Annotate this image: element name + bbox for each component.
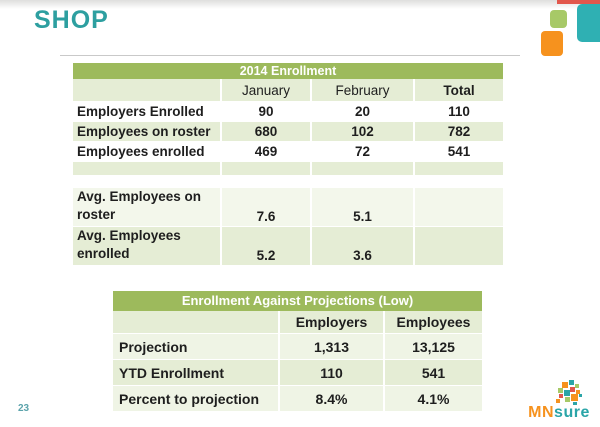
row-label: Percent to projection bbox=[113, 386, 280, 412]
column-header bbox=[73, 79, 222, 102]
table-row bbox=[113, 334, 482, 360]
column-header: February bbox=[312, 79, 415, 102]
cell-value bbox=[415, 227, 503, 266]
cell-value: 90 bbox=[222, 102, 312, 122]
table-row bbox=[73, 188, 503, 227]
table-row bbox=[73, 142, 503, 162]
row-label: Avg. Employees enrolled bbox=[73, 227, 222, 266]
table-row bbox=[113, 360, 482, 386]
cell-value: 20 bbox=[312, 102, 415, 122]
logo-text-sure: sure bbox=[554, 404, 590, 421]
cell-value: 110 bbox=[415, 102, 503, 122]
spacer-row bbox=[73, 162, 503, 176]
projections-table-grid bbox=[113, 311, 482, 412]
row-label: YTD Enrollment bbox=[113, 360, 280, 386]
column-header: January bbox=[222, 79, 312, 102]
deco-orange-square bbox=[541, 31, 563, 56]
cell-value: 469 bbox=[222, 142, 312, 162]
cell-value: 5.2 bbox=[222, 227, 312, 266]
cell-value bbox=[415, 188, 503, 227]
cell-value: 4.1% bbox=[385, 386, 482, 412]
enrollment-table-grid bbox=[73, 79, 503, 266]
enrollment-table-title: 2014 Enrollment bbox=[73, 63, 503, 79]
cell-value: 8.4% bbox=[280, 386, 385, 412]
cell-value: 13,125 bbox=[385, 334, 482, 360]
cell-value: 541 bbox=[415, 142, 503, 162]
deco-teal-square bbox=[577, 4, 600, 42]
mnsure-logo bbox=[520, 380, 598, 420]
column-header: Employers bbox=[280, 311, 385, 334]
deco-green-square bbox=[550, 10, 567, 28]
table-row bbox=[113, 386, 482, 412]
page-number: 23 bbox=[18, 403, 30, 414]
row-label: Employees on roster bbox=[73, 122, 222, 142]
row-label: Projection bbox=[113, 334, 280, 360]
logo-text-mn: MN bbox=[528, 404, 555, 421]
row-label: Employers Enrolled bbox=[73, 102, 222, 122]
cell-value: 102 bbox=[312, 122, 415, 142]
cell-value: 541 bbox=[385, 360, 482, 386]
page-title: SHOP bbox=[34, 6, 109, 34]
logo-mosaic-icon bbox=[556, 380, 584, 406]
row-label: Avg. Employees on roster bbox=[73, 188, 222, 227]
cell-value: 782 bbox=[415, 122, 503, 142]
cell-value: 110 bbox=[280, 360, 385, 386]
cell-value: 72 bbox=[312, 142, 415, 162]
column-header-row bbox=[113, 311, 482, 334]
column-header: Employees bbox=[385, 311, 482, 334]
enrollment-table bbox=[73, 63, 503, 266]
table-row bbox=[73, 102, 503, 122]
divider bbox=[60, 55, 520, 56]
cell-value: 680 bbox=[222, 122, 312, 142]
row-label: Employees enrolled bbox=[73, 142, 222, 162]
column-header: Total bbox=[415, 79, 503, 102]
cell-value: 1,313 bbox=[280, 334, 385, 360]
column-header-row bbox=[73, 79, 503, 102]
logo-text bbox=[520, 406, 598, 420]
table-row bbox=[73, 122, 503, 142]
column-header bbox=[113, 311, 280, 334]
cell-value: 3.6 bbox=[312, 227, 415, 266]
cell-value: 5.1 bbox=[312, 188, 415, 227]
spacer-row bbox=[73, 176, 503, 188]
table-row bbox=[73, 227, 503, 266]
cell-value: 7.6 bbox=[222, 188, 312, 227]
projections-table bbox=[113, 291, 482, 412]
projections-table-title: Enrollment Against Projections (Low) bbox=[113, 291, 482, 311]
